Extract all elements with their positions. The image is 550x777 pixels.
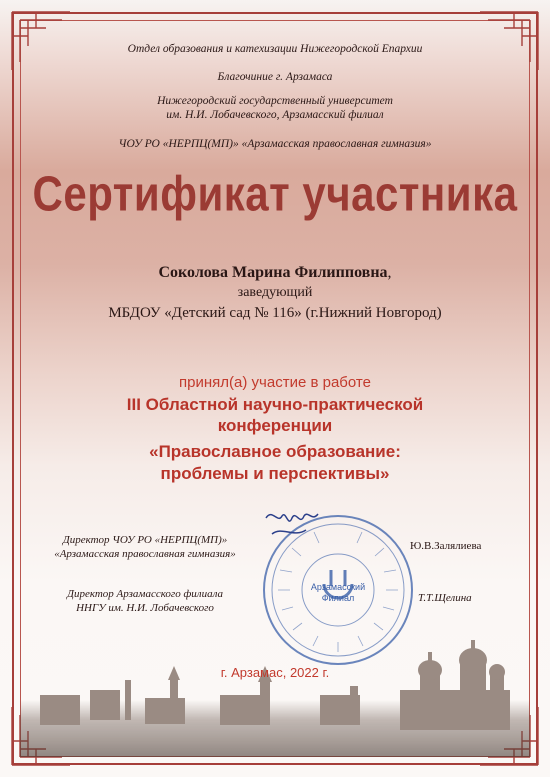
town-skyline-illustration <box>20 640 530 757</box>
header-gymnasium: ЧОУ РО «НЕРПЦ(МП)» «Арзамасская православная гимназия» <box>118 138 432 150</box>
event-line-4: проблемы и перспективы» <box>160 464 390 483</box>
signatory-1-title-line-1: Директор ЧОУ РО «НЕРПЦ(МП)» <box>62 534 228 546</box>
handwritten-signature <box>262 504 322 554</box>
place-and-year: г. Арзамас, 2022 г. <box>220 665 330 680</box>
header-university-branch: им. Н.И. Лобачевского, Арзамасский филиал <box>166 109 384 121</box>
signatory-2-title-line-1: Директор Арзамасского филиала <box>66 588 224 600</box>
corner-ornament-top-right <box>474 6 544 76</box>
event-line-2: конференции <box>217 416 333 435</box>
signatory-2-title-line-2: ННГУ им. Н.И. Лобачевского <box>76 602 214 614</box>
header-university: Нижегородский государственный университет <box>157 95 393 107</box>
signatory-1-title-line-2: «Арзамасская православная гимназия» <box>54 548 236 560</box>
signatory-2-title <box>30 587 260 615</box>
recipient-name-line <box>0 264 550 282</box>
event-line-1: III Областной научно-практической <box>126 395 424 414</box>
header-diocese: Отдел образования и катехизации Нижегородской Епархии <box>127 43 423 55</box>
stamp-text-line-2: Филиал <box>321 593 355 603</box>
participation-text: принял(а) участие в работе <box>179 374 371 391</box>
signatory-2-name: Т.Т.Щелина <box>418 592 472 604</box>
recipient-position: заведующий <box>237 285 313 300</box>
signatory-1-name: Ю.В.Залялиева <box>410 540 482 552</box>
recipient-name: Соколова Марина Филипповна <box>158 264 388 281</box>
corner-ornament-top-left <box>6 6 76 76</box>
signatory-1-title <box>30 533 260 561</box>
event-line-3: «Православное образование: <box>149 442 401 461</box>
certificate-title: Сертификат участника <box>32 165 518 222</box>
stamp-text-line-1: Арзамасский <box>310 582 366 592</box>
header-deanery: Благочиние г. Арзамаса <box>217 71 333 83</box>
recipient-organization: МБДОУ «Детский сад № 116» (г.Нижний Новгород) <box>108 305 442 321</box>
recipient-name-comma: , <box>387 264 392 281</box>
